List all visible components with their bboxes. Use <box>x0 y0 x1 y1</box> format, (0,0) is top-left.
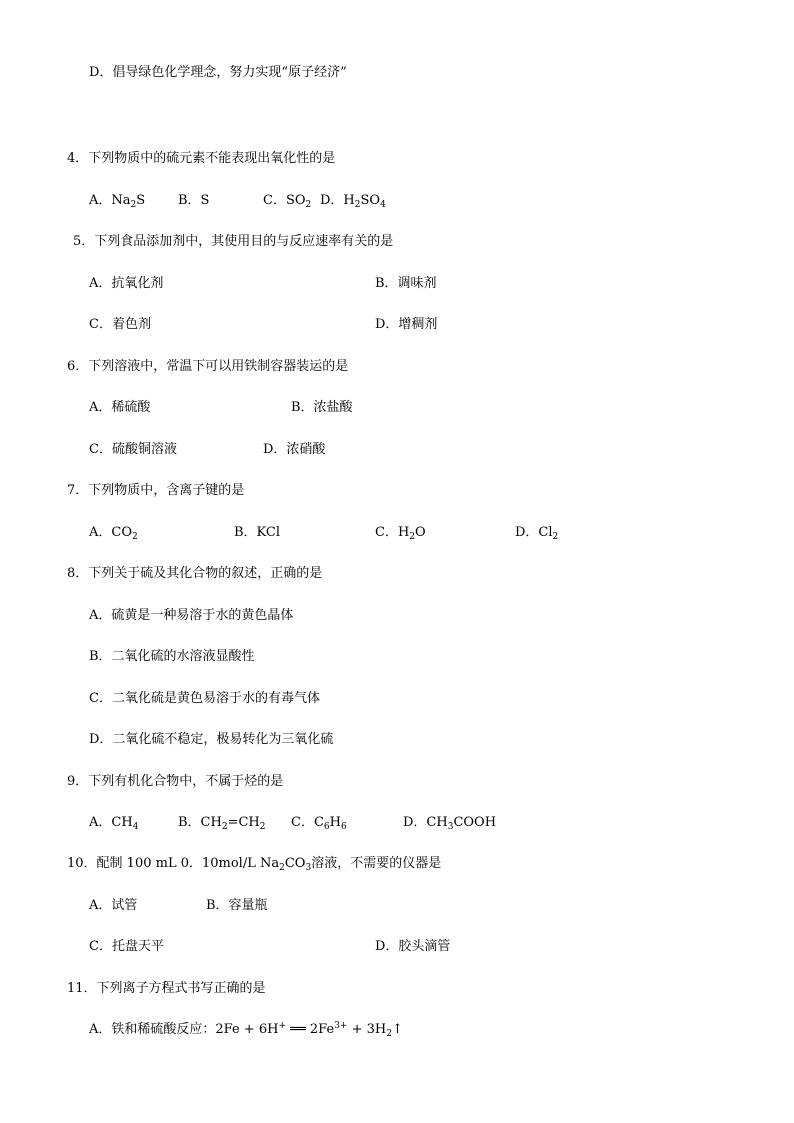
q9-stem-text: 9．下列有机化合物中，不属于烃的是 <box>67 774 284 789</box>
q11-stem-text: 11．下列离子方程式书写正确的是 <box>67 981 266 996</box>
q6-options-row1 <box>0 397 794 419</box>
q5-option-d: D．增稠剂 <box>375 317 438 332</box>
q8-stem <box>67 563 322 585</box>
q8-option-b: B．二氧化硫的水溶液显酸性 <box>89 649 255 664</box>
q11-stem <box>67 978 266 1000</box>
q10-stem: 10．配制 100 mL 0．10mol/L $Na_2CO_3$溶液，不需要的仪器是 <box>67 856 442 873</box>
q5-stem <box>73 231 393 253</box>
q5-options-row2 <box>0 314 794 336</box>
q6-options-row2 <box>0 439 794 461</box>
q9-option-b: B．$CH_2=CH_2$ <box>178 815 266 832</box>
q8-option-a: A．硫黄是一种易溶于水的黄色晶体 <box>89 608 294 623</box>
q10-option-a: A．试管 <box>89 898 138 913</box>
q3-option-d <box>89 62 347 84</box>
q7-option-c: C．$H_2O$ <box>375 525 426 542</box>
q7-option-d: D．$Cl_2$ <box>515 525 559 542</box>
q5-stem-text: 5．下列食品添加剂中，其使用目的与反应速率有关的是 <box>73 234 394 249</box>
q6-stem <box>67 356 348 378</box>
q11-option-a: A．铁和稀硫酸反应：2Fe + 6H+ ══ $2Fe^{3+}$ + $3H_2↑$ <box>89 1021 403 1039</box>
up-arrow-icon: ↑ <box>391 1022 403 1037</box>
q8-stem-text: 8．下列关于硫及其化合物的叙述，正确的是 <box>67 566 323 581</box>
q5-options-row1 <box>0 273 794 295</box>
q10-option-c: C．托盘天平 <box>89 939 164 954</box>
q7-option-b: B．KCl <box>234 525 281 540</box>
q4-options <box>0 190 794 212</box>
q9-option-a: A．$CH_4$ <box>89 815 139 832</box>
q9-option-c: C．$C_6H_6$ <box>291 815 347 832</box>
q5-option-b: B．调味剂 <box>375 276 437 291</box>
q6-option-b: B．浓盐酸 <box>291 400 353 415</box>
q6-option-a: A．稀硫酸 <box>89 400 151 415</box>
q10-options-row1 <box>0 895 794 917</box>
q10-options-row2 <box>0 936 794 958</box>
q7-stem <box>67 480 244 502</box>
q9-options <box>0 812 794 834</box>
q9-option-d: D．$CH_3COOH$ <box>403 815 497 832</box>
q4-stem <box>67 148 335 170</box>
q10-option-d: D．胶头滴管 <box>375 939 451 954</box>
q4-option-c: C．$SO_2$ <box>263 193 312 210</box>
q6-option-d: D．浓硝酸 <box>263 442 326 457</box>
q4-stem-text: 4．下列物质中的硫元素不能表现出氧化性的是 <box>67 151 336 166</box>
q7-options <box>0 522 794 544</box>
q3-option-d-text: D．倡导绿色化学理念，努力实现“原子经济” <box>89 65 347 80</box>
q6-stem-text: 6．下列溶液中，常温下可以用铁制容器装运的是 <box>67 359 349 374</box>
q4-option-b: B．S <box>178 193 210 208</box>
q10-option-b: B．容量瓶 <box>206 898 268 913</box>
q9-stem <box>67 771 283 793</box>
q4-option-a: A．$Na_2S$ <box>89 193 146 210</box>
q8-option-d: D．二氧化硫不稳定，极易转化为三氧化硫 <box>89 732 334 747</box>
q5-option-a: A．抗氧化剂 <box>89 276 164 291</box>
q5-option-c: C．着色剂 <box>89 317 151 332</box>
q4-option-d: D．$H_2SO_4$ <box>320 193 386 210</box>
q6-option-c: C．硫酸铜溶液 <box>89 442 177 457</box>
q7-option-a: A．$CO_2$ <box>89 525 138 542</box>
q7-stem-text: 7．下列物质中，含离子键的是 <box>67 483 245 498</box>
q8-option-c: C．二氧化硫是黄色易溶于水的有毒气体 <box>89 691 320 706</box>
